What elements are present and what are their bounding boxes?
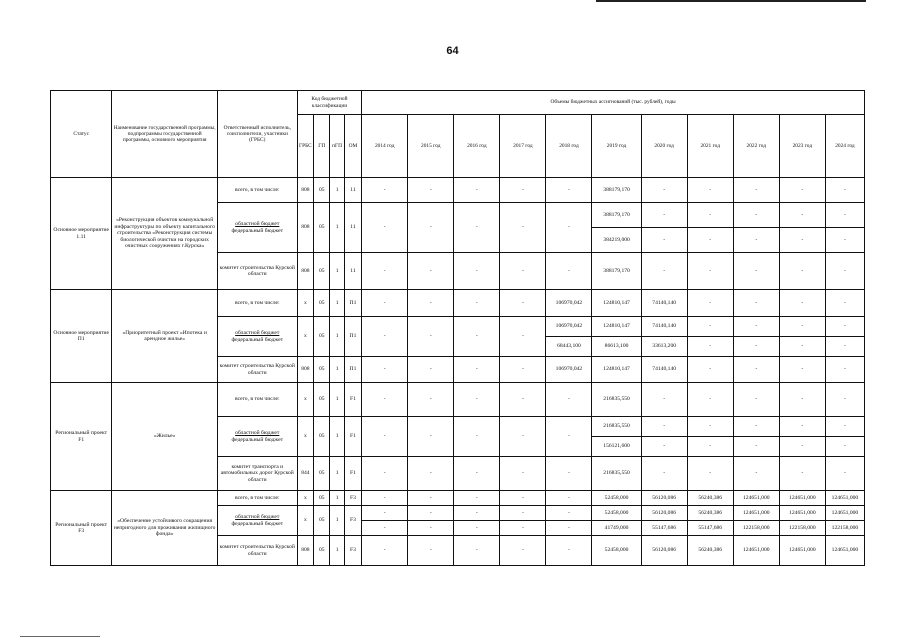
code-om: П1 [344, 290, 361, 317]
value-cell: - [687, 383, 733, 417]
code-grbs: х [297, 491, 313, 506]
code-om: 11 [344, 203, 361, 253]
code-grbs: х [297, 417, 313, 457]
code-om: П1 [344, 357, 361, 383]
value-cell: - [500, 506, 546, 521]
value-cell: 56240,386 [687, 491, 733, 506]
value-cell: 74140,140 [641, 357, 687, 383]
code-grbs: 808 [297, 203, 313, 253]
budget-source-regional: областной бюджет [235, 221, 280, 228]
value-cell: - [362, 383, 408, 417]
value-cell: - [408, 417, 454, 457]
budget-source-regional: областной бюджет [235, 514, 280, 521]
row-responsible: всего, в том числе: [217, 383, 297, 417]
code-gp: 05 [314, 491, 330, 506]
value-cell: - [733, 437, 779, 457]
value-cell: 216835,550 [592, 457, 641, 491]
header-grbs: ГРБС [297, 115, 313, 178]
value-cell: 124651,000 [779, 506, 825, 521]
header-pgp: пГП [330, 115, 344, 178]
value-cell: - [825, 203, 864, 228]
header-year: 2019 год [592, 115, 641, 178]
row-status: Основное мероприятие 1.11 [51, 178, 112, 290]
code-grbs: х [297, 317, 313, 357]
code-om: F1 [344, 383, 361, 417]
value-cell: - [454, 417, 500, 457]
code-om: F1 [344, 417, 361, 457]
row-budget-source [217, 317, 297, 357]
value-cell: - [779, 290, 825, 317]
code-om: F1 [344, 457, 361, 491]
value-cell: 216835,550 [592, 383, 641, 417]
row-program-name: «Реконструкция объектов коммунальной инфраструктуры по объекту капитального строительства «Реконструкция системы биологической очистки на городских очистных сооружениях г.Курска» [112, 178, 217, 290]
value-cell: - [362, 253, 408, 290]
value-cell: - [825, 228, 864, 253]
budget-source-federal: федеральный бюджет [231, 520, 284, 527]
budget-source-federal: федеральный бюджет [231, 336, 284, 343]
value-cell: - [779, 337, 825, 357]
table-row [51, 491, 865, 506]
value-cell: - [733, 317, 779, 337]
value-cell: - [362, 521, 408, 536]
value-cell: - [362, 178, 408, 203]
value-cell: - [408, 491, 454, 506]
value-cell: 124651,000 [733, 536, 779, 566]
header-status: Статус [51, 91, 112, 178]
budget-source-regional: областной бюджет [235, 330, 280, 337]
value-cell: 106970,042 [546, 317, 592, 337]
row-responsible: всего, в том числе: [217, 178, 297, 203]
code-grbs: 808 [297, 357, 313, 383]
header-responsible: Ответственный исполнитель, соисполнители, участники (ГРБС) [217, 91, 297, 178]
code-gp: 05 [314, 536, 330, 566]
value-cell: - [825, 317, 864, 337]
code-gp: 05 [314, 253, 330, 290]
row-budget-source [217, 203, 297, 253]
value-cell: - [500, 491, 546, 506]
value-cell: 106970,042 [546, 357, 592, 383]
value-cell: - [454, 506, 500, 521]
code-pgp: 1 [330, 536, 344, 566]
header-year: 2022 год [733, 115, 779, 178]
value-cell: - [825, 417, 864, 437]
value-cell: - [408, 457, 454, 491]
value-cell: - [454, 317, 500, 357]
header-year: 2021 год [687, 115, 733, 178]
header-year: 2017 год [500, 115, 546, 178]
value-cell: - [454, 290, 500, 317]
budget-table [50, 90, 865, 566]
value-cell: - [546, 383, 592, 417]
value-cell: 56240,386 [687, 506, 733, 521]
value-cell: 74140,140 [641, 317, 687, 337]
code-grbs: 808 [297, 536, 313, 566]
value-cell: - [733, 203, 779, 228]
value-cell: - [687, 337, 733, 357]
value-cell: 52458,000 [592, 506, 641, 521]
value-cell: - [454, 457, 500, 491]
code-om: F3 [344, 536, 361, 566]
value-cell: - [454, 521, 500, 536]
value-cell: - [362, 491, 408, 506]
value-cell: - [779, 203, 825, 228]
header-row-1 [51, 91, 865, 115]
table-row [51, 290, 865, 317]
value-cell: - [779, 457, 825, 491]
code-grbs: х [297, 506, 313, 536]
value-cell: - [546, 457, 592, 491]
row-budget-source [217, 506, 297, 536]
value-cell: - [687, 290, 733, 317]
value-cell: - [641, 203, 687, 228]
value-cell: 388179,170 [592, 178, 641, 203]
code-pgp: 1 [330, 383, 344, 417]
value-cell: 388179,170 [592, 253, 641, 290]
value-cell: 52458,000 [592, 491, 641, 506]
table-body [51, 91, 865, 566]
value-cell: 122158,000 [733, 521, 779, 536]
row-responsible: комитет строительства Курской области [217, 536, 297, 566]
code-pgp: 1 [330, 253, 344, 290]
value-cell: - [454, 178, 500, 203]
code-grbs: 808 [297, 178, 313, 203]
value-cell: - [733, 253, 779, 290]
value-cell: 124810,147 [592, 317, 641, 337]
value-cell: - [641, 417, 687, 437]
value-cell: - [779, 317, 825, 337]
value-cell: 122158,000 [825, 521, 864, 536]
value-cell: - [733, 383, 779, 417]
value-cell: - [687, 437, 733, 457]
value-cell: - [408, 536, 454, 566]
row-responsible: всего, в том числе: [217, 491, 297, 506]
value-cell: - [408, 383, 454, 417]
code-gp: 05 [314, 457, 330, 491]
value-cell: 216835,550 [592, 417, 641, 437]
value-cell: - [687, 317, 733, 337]
value-cell: - [546, 521, 592, 536]
value-cell: 56120,086 [641, 506, 687, 521]
value-cell: - [687, 253, 733, 290]
value-cell: - [408, 178, 454, 203]
header-year: 2024 год [825, 115, 864, 178]
value-cell: - [500, 203, 546, 253]
value-cell: - [779, 253, 825, 290]
value-cell: - [408, 521, 454, 536]
value-cell: - [641, 437, 687, 457]
value-cell: 124651,000 [825, 491, 864, 506]
value-cell: - [500, 417, 546, 457]
value-cell: 74140,140 [641, 290, 687, 317]
value-cell: 124651,000 [779, 491, 825, 506]
value-cell: - [733, 457, 779, 491]
value-cell: - [500, 178, 546, 203]
header-year: 2014 год [362, 115, 408, 178]
value-cell: 41749,000 [592, 521, 641, 536]
value-cell: 124810,147 [592, 357, 641, 383]
code-pgp: 1 [330, 178, 344, 203]
code-pgp: 1 [330, 290, 344, 317]
value-cell: 388179,170 [592, 203, 641, 228]
value-cell: - [362, 417, 408, 457]
value-cell: - [733, 178, 779, 203]
value-cell: - [825, 357, 864, 383]
header-year: 2015 год [408, 115, 454, 178]
value-cell: - [641, 457, 687, 491]
value-cell: - [500, 521, 546, 536]
value-cell: - [454, 357, 500, 383]
value-cell: 33613,200 [641, 337, 687, 357]
row-status: Основное мероприятие П1 [51, 290, 112, 383]
value-cell: - [362, 203, 408, 253]
value-cell: - [500, 536, 546, 566]
code-om: F3 [344, 491, 361, 506]
value-cell: - [454, 491, 500, 506]
value-cell: - [733, 357, 779, 383]
header-gp: ГП [314, 115, 330, 178]
value-cell: - [408, 317, 454, 357]
value-cell: - [779, 437, 825, 457]
value-cell: - [546, 253, 592, 290]
value-cell: - [733, 337, 779, 357]
value-cell: - [454, 383, 500, 417]
value-cell: - [546, 506, 592, 521]
value-cell: 124651,000 [825, 506, 864, 521]
budget-source-federal: федеральный бюджет [231, 227, 284, 234]
header-year: 2018 год [546, 115, 592, 178]
code-pgp: 1 [330, 417, 344, 457]
value-cell: 122158,000 [779, 521, 825, 536]
value-cell: 384219,000 [592, 228, 641, 253]
header-om: ОМ [344, 115, 361, 178]
value-cell: - [500, 357, 546, 383]
code-gp: 05 [314, 203, 330, 253]
value-cell: 68443,100 [546, 337, 592, 357]
value-cell: - [687, 357, 733, 383]
value-cell: - [408, 357, 454, 383]
row-status: Региональный проект F3 [51, 491, 112, 566]
code-pgp: 1 [330, 317, 344, 357]
value-cell: - [779, 228, 825, 253]
budget-source-regional: областной бюджет [235, 430, 280, 437]
value-cell: 56120,086 [641, 491, 687, 506]
value-cell: - [687, 203, 733, 228]
code-gp: 05 [314, 506, 330, 536]
header-year: 2023 год [779, 115, 825, 178]
header-year: 2016 год [454, 115, 500, 178]
value-cell: - [546, 417, 592, 457]
header-program-name: Наименование государственной программы, подпрограммы государственной программы, основного мероприятия [112, 91, 217, 178]
code-pgp: 1 [330, 203, 344, 253]
value-cell: 156121,600 [592, 437, 641, 457]
value-cell: - [546, 178, 592, 203]
value-cell: - [825, 290, 864, 317]
value-cell: - [546, 203, 592, 253]
value-cell: 124810,147 [592, 290, 641, 317]
value-cell: - [408, 506, 454, 521]
code-grbs: х [297, 290, 313, 317]
value-cell: - [733, 290, 779, 317]
code-om: 11 [344, 253, 361, 290]
table-row [51, 383, 865, 417]
value-cell: - [825, 457, 864, 491]
value-cell: 56240,386 [687, 536, 733, 566]
value-cell: - [500, 253, 546, 290]
value-cell: 55147,686 [687, 521, 733, 536]
value-cell: - [546, 491, 592, 506]
value-cell: - [362, 357, 408, 383]
value-cell: - [500, 317, 546, 357]
code-gp: 05 [314, 178, 330, 203]
value-cell: - [779, 383, 825, 417]
value-cell: - [825, 437, 864, 457]
value-cell: - [362, 506, 408, 521]
code-pgp: 1 [330, 506, 344, 536]
code-grbs: 808 [297, 253, 313, 290]
value-cell: - [408, 253, 454, 290]
value-cell: - [454, 203, 500, 253]
header-code-group: Код бюджетной классификации [297, 91, 361, 115]
row-responsible: комитет строительства Курской области [217, 253, 297, 290]
value-cell: - [408, 203, 454, 253]
value-cell: - [408, 290, 454, 317]
budget-source-federal: федеральный бюджет [231, 436, 284, 443]
row-responsible: комитет транспорта и автомобильных дорог Курской области [217, 457, 297, 491]
value-cell: - [362, 536, 408, 566]
value-cell: - [687, 457, 733, 491]
value-cell: - [362, 290, 408, 317]
row-responsible: комитет строительства Курской области [217, 357, 297, 383]
code-gp: 05 [314, 417, 330, 457]
value-cell: - [825, 253, 864, 290]
value-cell: - [641, 383, 687, 417]
code-om: F3 [344, 506, 361, 536]
value-cell: 86613,100 [592, 337, 641, 357]
code-gp: 05 [314, 383, 330, 417]
header-year: 2020 год [641, 115, 687, 178]
code-om: П1 [344, 317, 361, 357]
row-status: Региональный проект F1 [51, 383, 112, 491]
header-volumes: Объемы бюджетных ассигнований (тыс. рублей), годы [362, 91, 865, 115]
top-rule [596, 0, 866, 2]
value-cell: 52458,000 [592, 536, 641, 566]
row-program-name: «Жилье» [112, 383, 217, 491]
page-number: 64 [446, 45, 459, 57]
code-gp: 05 [314, 290, 330, 317]
value-cell: - [641, 253, 687, 290]
value-cell: - [641, 228, 687, 253]
value-cell: - [825, 178, 864, 203]
value-cell: 124651,000 [779, 536, 825, 566]
code-om: 11 [344, 178, 361, 203]
table-row [51, 178, 865, 203]
value-cell: - [733, 228, 779, 253]
value-cell: - [500, 290, 546, 317]
value-cell: - [825, 337, 864, 357]
value-cell: - [825, 383, 864, 417]
value-cell: - [733, 417, 779, 437]
row-program-name: «Обеспечение устойчивого сокращения непригодного для проживания жилищного фонда» [112, 491, 217, 566]
row-budget-source [217, 417, 297, 457]
code-grbs: 844 [297, 457, 313, 491]
value-cell: - [687, 228, 733, 253]
code-pgp: 1 [330, 457, 344, 491]
value-cell: - [454, 253, 500, 290]
value-cell: - [362, 457, 408, 491]
value-cell: - [687, 417, 733, 437]
value-cell: - [546, 536, 592, 566]
code-gp: 05 [314, 317, 330, 357]
page-edge-mark [20, 636, 100, 637]
row-responsible: всего, в том числе: [217, 290, 297, 317]
value-cell: - [779, 178, 825, 203]
value-cell: 124651,000 [733, 491, 779, 506]
value-cell: 124651,000 [733, 506, 779, 521]
value-cell: 124651,000 [825, 536, 864, 566]
code-pgp: 1 [330, 357, 344, 383]
code-grbs: х [297, 383, 313, 417]
code-pgp: 1 [330, 491, 344, 506]
value-cell: - [779, 357, 825, 383]
value-cell: - [779, 417, 825, 437]
value-cell: - [362, 317, 408, 357]
code-gp: 05 [314, 357, 330, 383]
value-cell: 106970,042 [546, 290, 592, 317]
value-cell: - [500, 383, 546, 417]
value-cell: 55147,686 [641, 521, 687, 536]
value-cell: - [454, 536, 500, 566]
value-cell: - [687, 178, 733, 203]
value-cell: - [641, 178, 687, 203]
row-program-name: «Приоритетный проект «Ипотека и арендное жилье» [112, 290, 217, 383]
value-cell: - [500, 457, 546, 491]
value-cell: 56120,086 [641, 536, 687, 566]
